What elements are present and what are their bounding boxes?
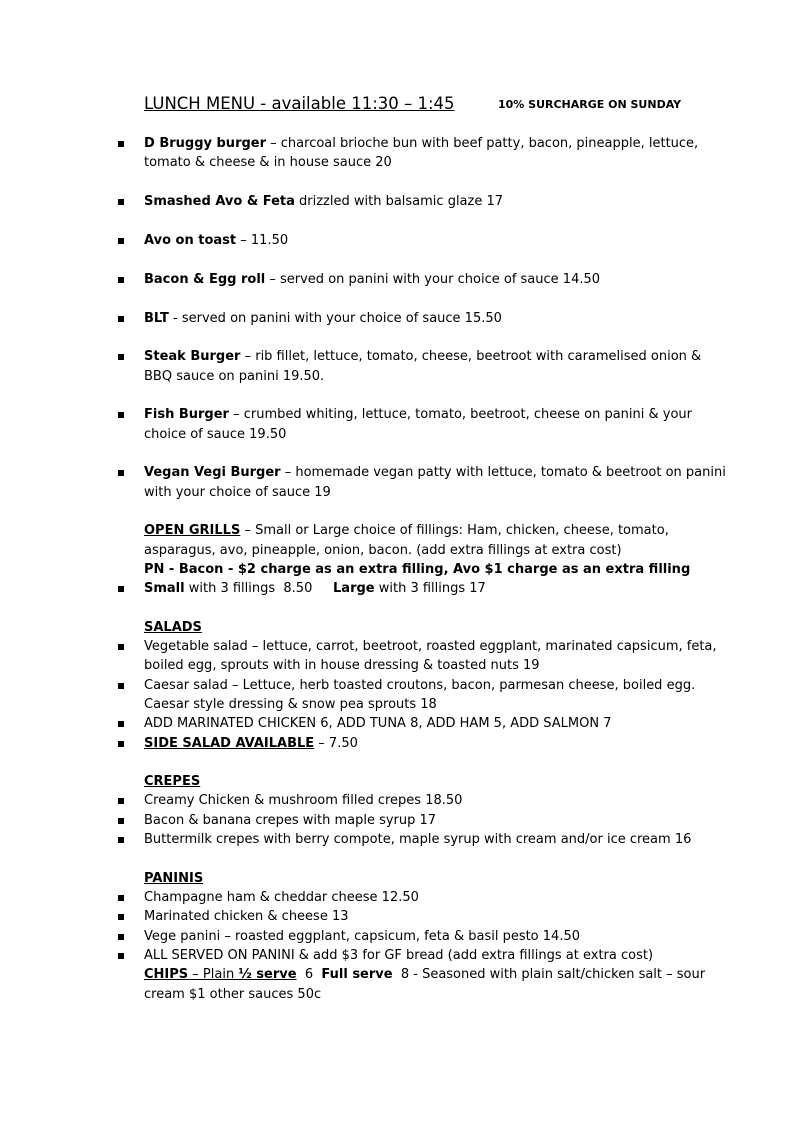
panini-ham-cheese: Champagne ham & cheddar cheese 12.50 [144,890,419,905]
item-desc: – homemade vegan patty with lettuce, tomato & beetroot on panini [280,465,726,480]
paninis-heading: PANINIS [144,871,204,886]
item-bruggy-burger [144,134,698,153]
salad-add-ons: ADD MARINATED CHICKEN 6, ADD TUNA 8, ADD HAM 5, ADD SALMON 7 [144,716,612,731]
item-name: Smashed Avo & Feta [144,194,295,209]
bullet-icon [118,934,124,940]
item-desc: – charcoal brioche bun with beef patty, bacon, pineapple, lettuce, [266,136,699,151]
item-smashed-avo [144,192,503,211]
bullet-icon [118,238,124,244]
item-avo-toast [144,231,288,250]
chips-line-cont: cream $1 other sauces 50c [144,987,322,1002]
item-name: Avo on toast [144,233,237,248]
large-desc: with 3 fillings 17 [374,581,486,596]
panini-vege: Vege panini – roasted eggplant, capsicum, feta & basil pesto 14.50 [144,929,580,944]
crepe-bacon-banana: Bacon & banana crepes with maple syrup 17 [144,813,437,828]
item-desc: – crumbed whiting, lettuce, tomato, beetroot, cheese on panini & your [228,407,692,422]
crepes-heading: CREPES [144,774,201,789]
item-fish-burger-cont: choice of sauce 19.50 [144,427,287,442]
bullet-icon [118,818,124,824]
chips-line [144,965,705,984]
item-name: BLT [144,311,169,326]
chips-label: CHIPS [144,967,189,982]
side-salad [144,734,358,753]
salad-vegetable: Vegetable salad – lettuce, carrot, beetroot, roasted eggplant, marinated capsicum, feta, [144,639,717,654]
item-fish-burger [144,405,692,424]
salads-heading: SALADS [144,620,202,635]
large-label: Large [333,581,375,596]
bullet-icon [118,953,124,959]
salad-caesar-cont: Caesar style dressing & snow pea sprouts 18 [144,697,437,712]
item-steak-burger [144,347,701,366]
chips-plain: – Plain [188,967,239,982]
bullet-icon [118,683,124,689]
open-grills-note: PN - Bacon - $2 charge as an extra filling, Avo $1 charge as an extra filling [144,562,691,577]
chips-full-serve: Full serve [321,967,393,982]
item-desc: – served on panini with your choice of sauce 14.50 [265,272,601,287]
salad-caesar: Caesar salad – Lettuce, herb toasted croutons, bacon, parmesan cheese, boiled egg. [144,678,696,693]
side-salad-price: – 7.50 [314,736,358,751]
bullet-icon [118,199,124,205]
bullet-icon [118,277,124,283]
item-bacon-egg-roll [144,270,600,289]
item-name: Bacon & Egg roll [144,272,266,287]
menu-header [144,94,744,120]
bullet-icon [118,316,124,322]
bullet-icon [118,798,124,804]
item-name: Steak Burger [144,349,241,364]
open-grills-heading: OPEN GRILLS [144,523,241,538]
small-desc: with 3 fillings 8.50 [184,581,334,596]
chips-half-price: 6 [296,967,322,982]
bullet-icon [118,644,124,650]
open-grills-desc-cont: asparagus, avo, pineapple, onion, bacon. (add extra fillings at extra cost) [144,543,622,558]
item-name: Vegan Vegi Burger [144,465,281,480]
item-vegan-burger [144,463,726,482]
bullet-icon [118,741,124,747]
sunday-surcharge-note: 10% SURCHARGE ON SUNDAY [498,98,682,111]
bullet-icon [118,354,124,360]
item-desc: – 11.50 [236,233,289,248]
bullet-icon [118,914,124,920]
item-name: Fish Burger [144,407,229,422]
chips-desc: 8 - Seasoned with plain salt/chicken salt – sour [392,967,706,982]
open-grills-sizes [144,579,486,598]
open-grills-intro [144,521,669,540]
bullet-icon [118,412,124,418]
item-desc: – rib fillet, lettuce, tomato, cheese, beetroot with caramelised onion & [240,349,702,364]
bullet-icon [118,895,124,901]
panini-gf-note: ALL SERVED ON PANINI & add $3 for GF bread (add extra fillings at extra cost) [144,948,654,963]
bullet-icon [118,721,124,727]
bullet-icon [118,470,124,476]
crepe-buttermilk: Buttermilk crepes with berry compote, maple syrup with cream and/or ice cream 16 [144,832,692,847]
small-label: Small [144,581,185,596]
item-steak-burger-cont: BBQ sauce on panini 19.50. [144,369,325,384]
bullet-icon [118,586,124,592]
item-blt [144,309,502,328]
item-desc: - served on panini with your choice of sauce 15.50 [168,311,502,326]
item-name: D Bruggy burger [144,136,267,151]
salad-vegetable-cont: boiled egg, sprouts with in house dressing & toasted nuts 19 [144,658,540,673]
bullet-icon [118,837,124,843]
panini-chicken: Marinated chicken & cheese 13 [144,909,349,924]
side-salad-label: SIDE SALAD AVAILABLE [144,736,315,751]
item-bruggy-burger-cont: tomato & cheese & in house sauce 20 [144,155,392,170]
page-title: LUNCH MENU - available 11:30 – 1:45 [144,94,455,113]
chips-half-serve: ½ serve [238,967,297,982]
crepe-chicken: Creamy Chicken & mushroom filled crepes 18.50 [144,793,463,808]
bullet-icon [118,141,124,147]
item-desc: drizzled with balsamic glaze 17 [294,194,504,209]
item-vegan-burger-cont: with your choice of sauce 19 [144,485,331,500]
open-grills-desc: – Small or Large choice of fillings: Ham, chicken, cheese, tomato, [240,523,669,538]
